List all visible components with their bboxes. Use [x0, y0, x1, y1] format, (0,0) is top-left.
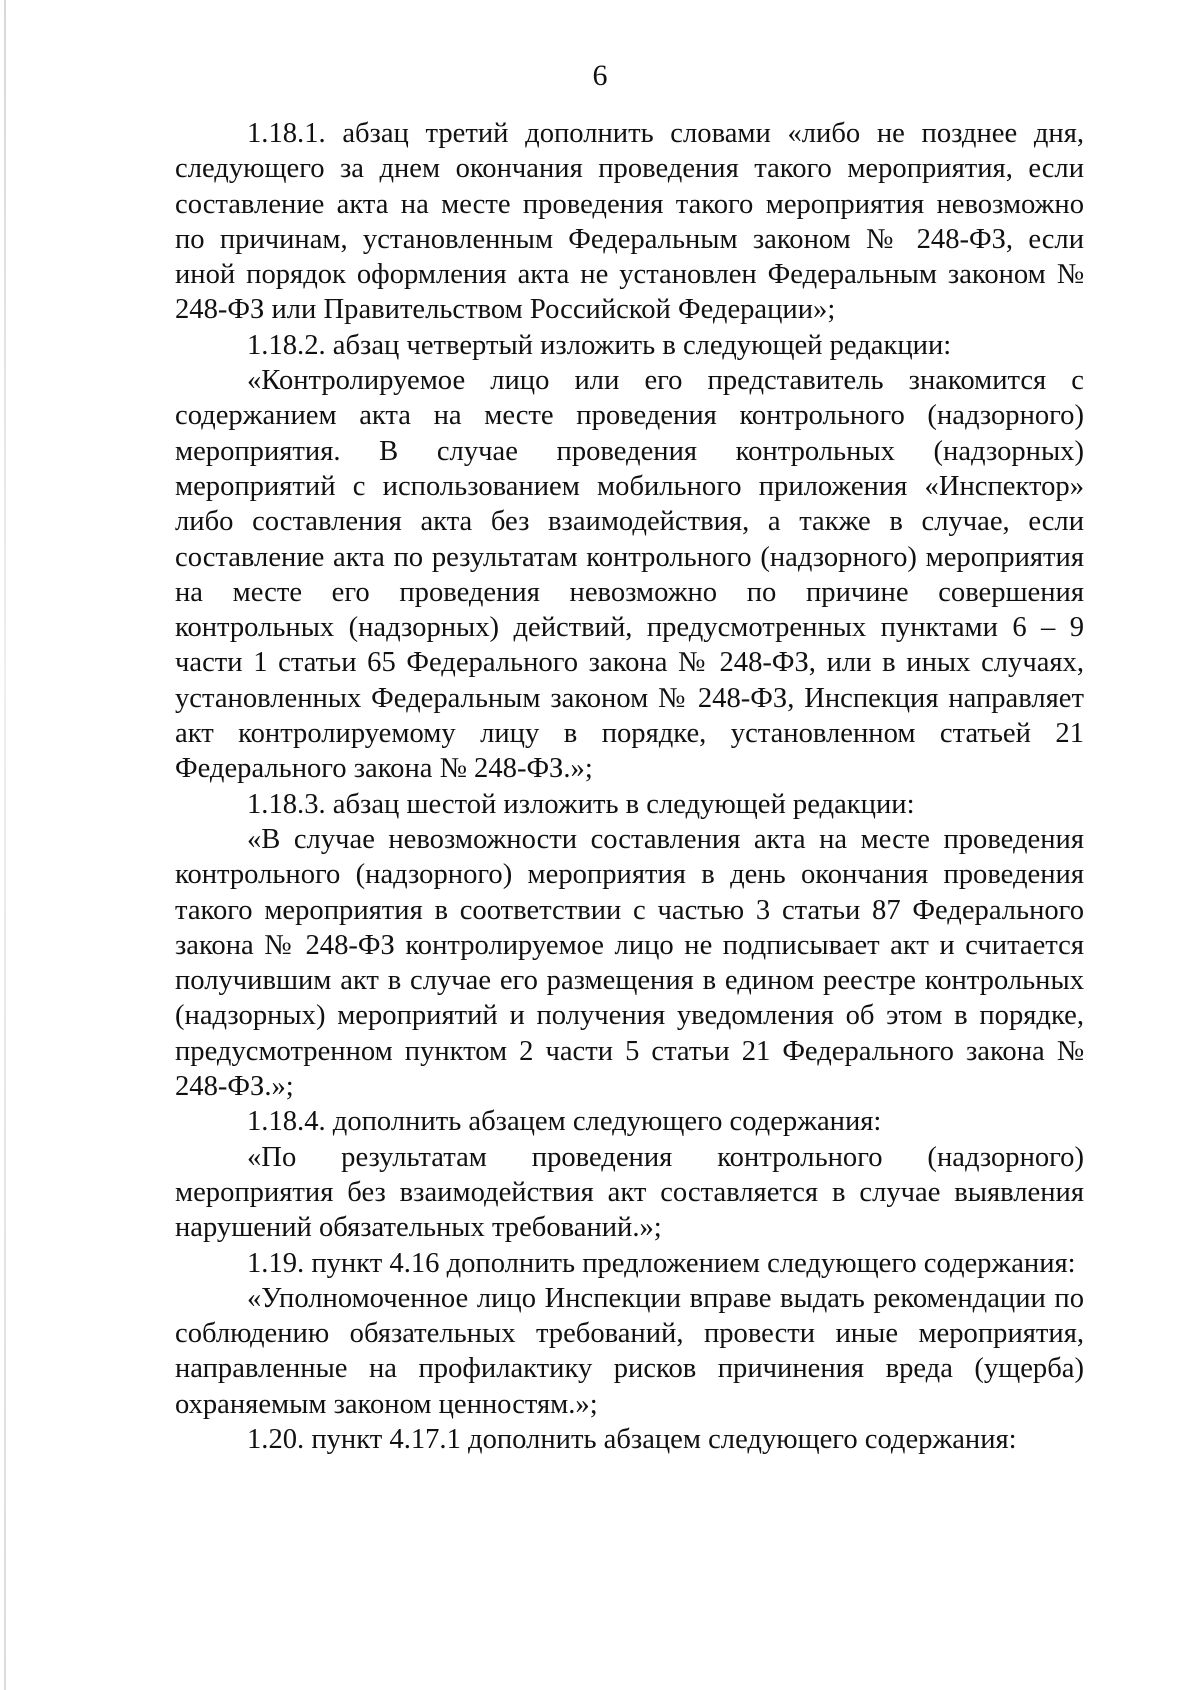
paragraph-quote-2: «В случае невозможности составления акта на месте проведения контрольного (надзорного) мероприятия в день окончания проведения такого мероприятия в соответствии с частью 3 статьи 87 Федерального закона № 248-ФЗ контролируемое лицо не подписывает акт и считается получившим акт в случае его размещения в едином реестре контрольных (надзорных) мероприятий и получения уведомления об этом в порядке, предусмотренном пунктом 2 части 5 статьи 21 Федерального закона № 248-ФЗ.»;: [175, 823, 1084, 1103]
paragraph-1-18-1: 1.18.1. абзац третий дополнить словами «либо не позднее дня, следующего за днем окончания проведения такого мероприятия, если составление акта на месте проведения такого мероприятия невозможно по причинам, установленным Федеральным законом № 248-ФЗ, если иной порядок оформления акта не установлен Федеральным законом № 248-ФЗ или Правительством Российской Федерации»;: [175, 118, 1084, 326]
paragraph-quote-3: «По результатам проведения контрольного (надзорного) мероприятия без взаимодействия акт составляется в случае выявления нарушений обязательных требований.»;: [175, 1141, 1084, 1244]
paragraph-quote-1: «Контролируемое лицо или его представитель знакомится с содержанием акта на месте проведения контрольного (надзорного) мероприятия. В случае проведения контрольных (надзорных) мероприятий с использованием мобильного приложения «Инспектор» либо составления акта без взаимодействия, а также в случае, если составление акта по результатам контрольного (надзорного) мероприятия на месте его проведения невозможно по причине совершения контрольных (надзорных) действий, предусмотренных пунктами 6 – 9 части 1 статьи 65 Федерального закона № 248-ФЗ, или в иных случаях, установленных Федеральным законом № 248-ФЗ, Инспекция направляет акт контролируемому лицу в порядке, установленном статьей 21 Федерального закона № 248-ФЗ.»;: [175, 365, 1084, 785]
paragraph-1-18-3: 1.18.3. абзац шестой изложить в следующей редакции:: [247, 788, 915, 820]
paragraph-1-20: 1.20. пункт 4.17.1 дополнить абзацем следующего содержания:: [247, 1423, 1017, 1455]
paragraph-1-18-2: 1.18.2. абзац четвертый изложить в следующей редакции:: [247, 329, 952, 361]
paragraph-1-18-4: 1.18.4. дополнить абзацем следующего содержания:: [247, 1106, 882, 1138]
paragraph-quote-4: «Уполномоченное лицо Инспекции вправе выдать рекомендации по соблюдению обязательных требований, провести иные мероприятия, направленные на профилактику рисков причинения вреда (ущерба) охраняемым законом ценностям.»;: [175, 1282, 1084, 1420]
page-number: 6: [592, 59, 608, 92]
scan-edge: [4, 0, 6, 1690]
paragraph-1-19: 1.19. пункт 4.16 дополнить предложением следующего содержания:: [247, 1247, 1076, 1279]
document-body: [175, 116, 1084, 1457]
